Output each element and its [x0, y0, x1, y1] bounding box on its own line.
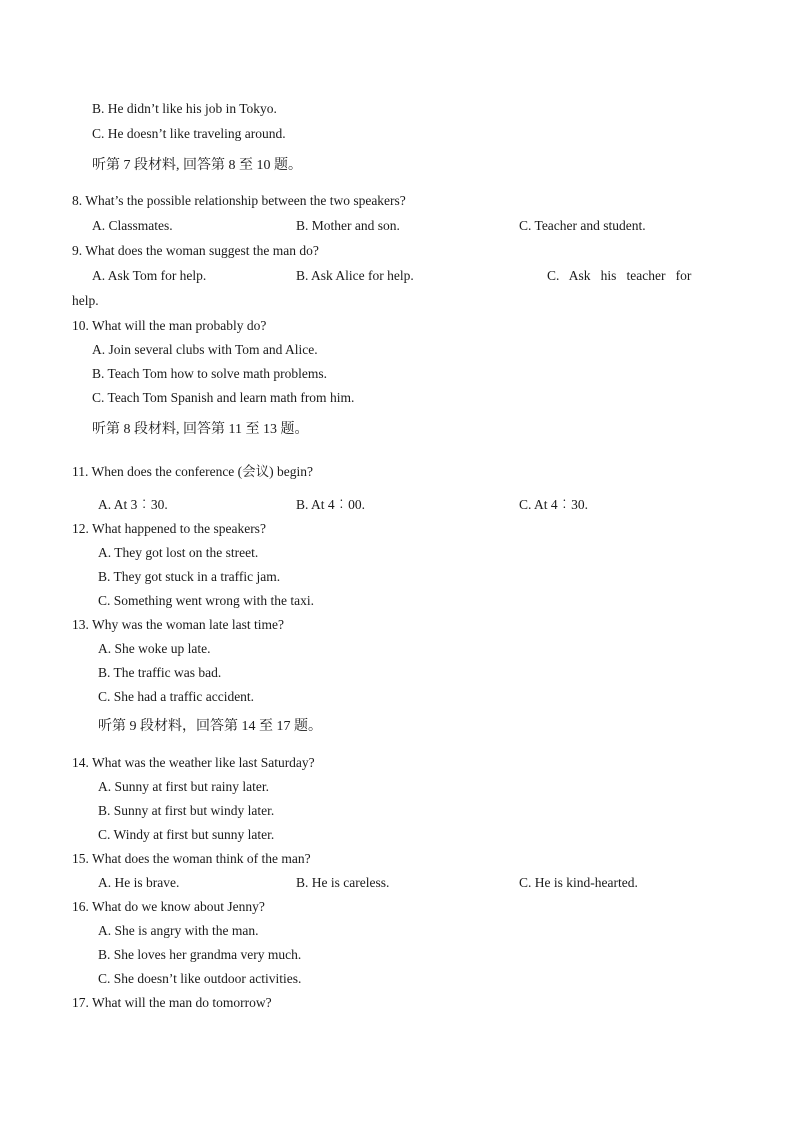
question-17: 17. What will the man do tomorrow? — [72, 995, 272, 1010]
question-8: 8. What’s the possible relationship between the two speakers? — [72, 193, 406, 208]
q8-option-a: A. Classmates. — [92, 218, 173, 233]
q15-option-c: C. He is kind-hearted. — [519, 875, 638, 890]
q14-option-b: B. Sunny at first but windy later. — [98, 803, 275, 818]
q11-option-a: A. At 3︰30. — [98, 497, 168, 512]
question-11: 11. When does the conference (会议) begin? — [72, 464, 314, 479]
q10-option-b: B. Teach Tom how to solve math problems. — [92, 366, 327, 381]
q11-option-b: B. At 4︰00. — [296, 497, 366, 512]
q13-option-c: C. She had a traffic accident. — [98, 689, 255, 704]
q14-option-c: C. Windy at first but sunny later. — [98, 827, 275, 842]
question-9: 9. What does the woman suggest the man do? — [72, 243, 319, 258]
q16-option-c: C. She doesn’t like outdoor activities. — [98, 971, 302, 986]
section-heading-8: 听第 8 段材料, 回答第 11 至 13 题。 — [92, 422, 309, 437]
q16-option-b: B. She loves her grandma very much. — [98, 947, 302, 962]
q8-option-c: C. Teacher and student. — [519, 218, 646, 233]
q8-option-b: B. Mother and son. — [296, 218, 400, 233]
q13-option-a: A. She woke up late. — [98, 641, 211, 656]
q9-option-c-wrap: help. — [72, 293, 99, 308]
section-heading-9: 听第 9 段材料，回答第 14 至 17 题。 — [98, 719, 322, 734]
q10-option-a: A. Join several clubs with Tom and Alice. — [92, 342, 318, 357]
q12-option-b: B. They got stuck in a traffic jam. — [98, 569, 281, 584]
q11-option-c: C. At 4︰30. — [519, 497, 589, 512]
q9-option-c: C. Ask his teacher for — [547, 268, 692, 283]
question-15: 15. What does the woman think of the man? — [72, 851, 311, 866]
q10-option-c: C. Teach Tom Spanish and learn math from him. — [92, 390, 355, 405]
q15-option-a: A. He is brave. — [98, 875, 180, 890]
question-16: 16. What do we know about Jenny? — [72, 899, 265, 914]
q12-option-c: C. Something went wrong with the taxi. — [98, 593, 314, 608]
question-10: 10. What will the man probably do? — [72, 318, 267, 333]
q7-option-b: B. He didn’t like his job in Tokyo. — [92, 101, 277, 116]
q12-option-a: A. They got lost on the street. — [98, 545, 259, 560]
q14-option-a: A. Sunny at first but rainy later. — [98, 779, 269, 794]
q16-option-a: A. She is angry with the man. — [98, 923, 259, 938]
q15-option-b: B. He is careless. — [296, 875, 390, 890]
question-12: 12. What happened to the speakers? — [72, 521, 266, 536]
q9-option-b: B. Ask Alice for help. — [296, 268, 414, 283]
question-13: 13. Why was the woman late last time? — [72, 617, 284, 632]
question-14: 14. What was the weather like last Saturday? — [72, 755, 315, 770]
section-heading-7: 听第 7 段材料, 回答第 8 至 10 题。 — [92, 158, 302, 173]
q13-option-b: B. The traffic was bad. — [98, 665, 222, 680]
q7-option-c: C. He doesn’t like traveling around. — [92, 126, 286, 141]
q9-option-a: A. Ask Tom for help. — [92, 268, 207, 283]
